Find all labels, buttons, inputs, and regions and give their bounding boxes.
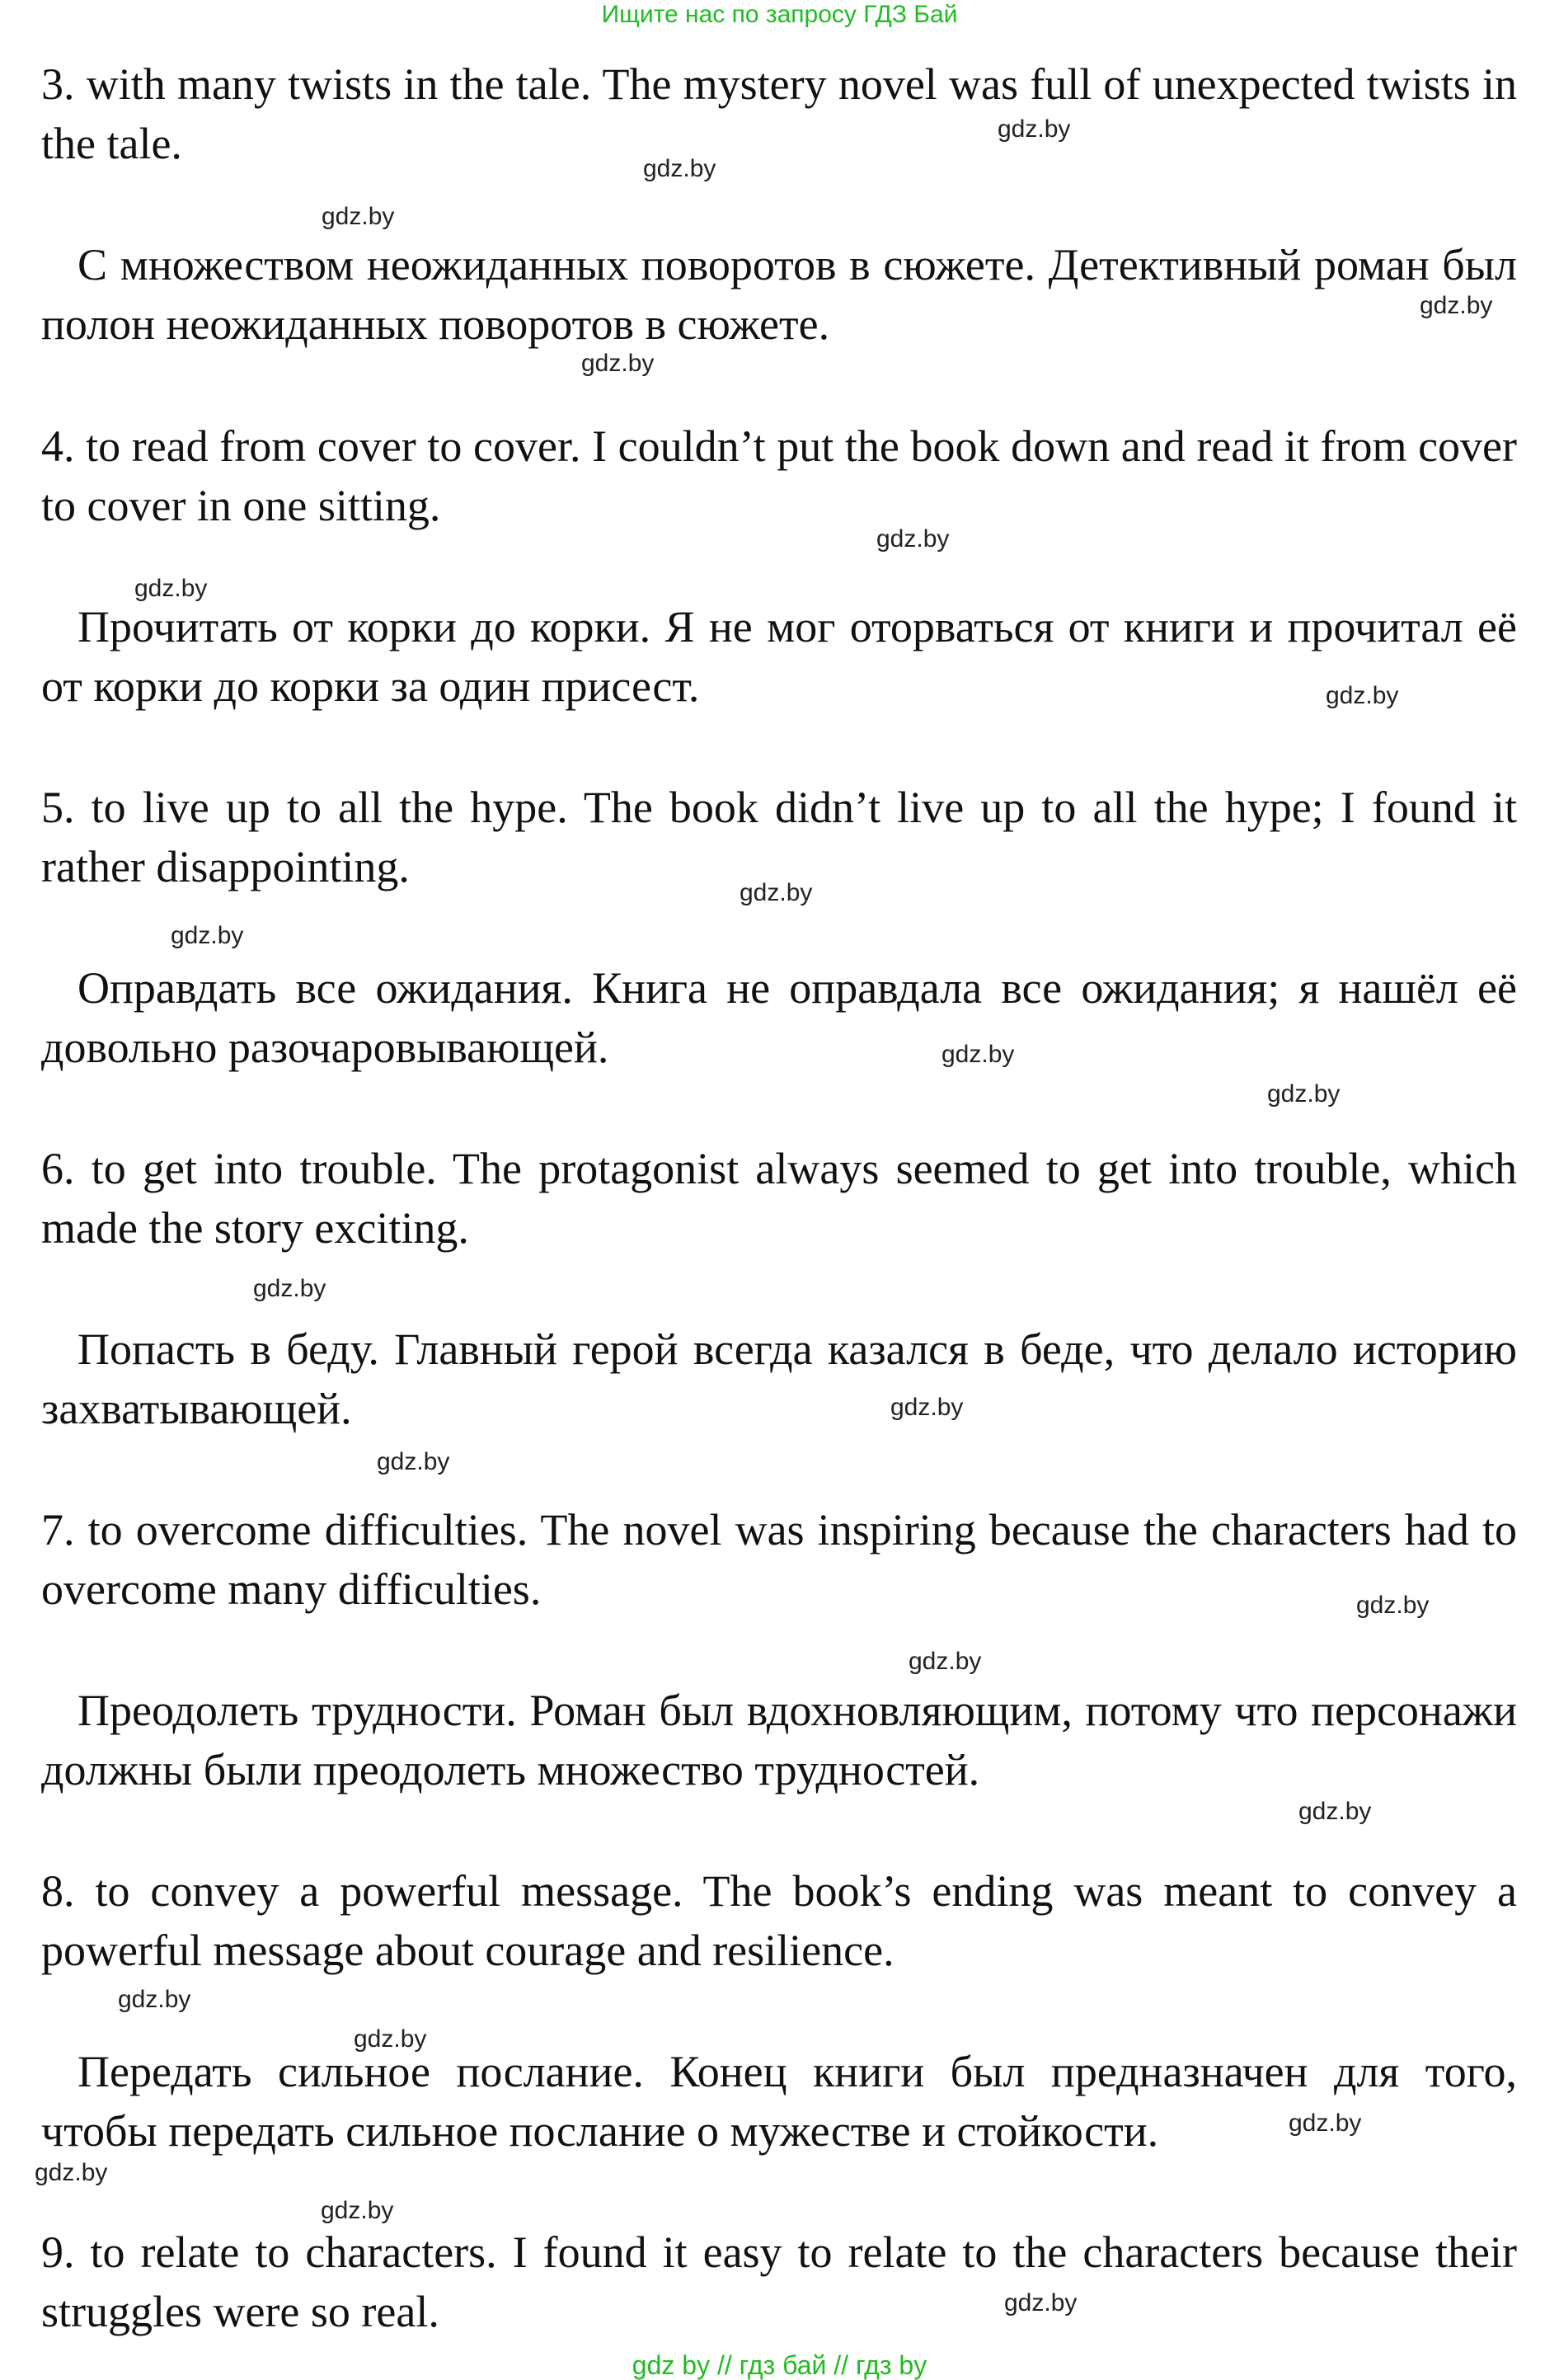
footer-links: gdz by // гдз бай // гдз by (632, 2350, 927, 2380)
entry-6-english: 6. to get into trouble. The protagonist always seemed to get into trouble, which made the story exciting. (41, 1144, 1517, 1253)
watermark: gdz.by (171, 922, 244, 949)
watermark: gdz.by (998, 115, 1071, 143)
watermark: gdz.by (581, 350, 655, 377)
watermark: gdz.by (909, 1648, 982, 1675)
watermark: gdz.by (890, 1394, 964, 1421)
entry-4-russian: Прочитать от корки до корки. Я не мог оторваться от книги и прочитал её от корки до корки за один присест. (41, 602, 1517, 711)
watermark: gdz.by (1289, 2110, 1362, 2137)
watermark: gdz.by (322, 203, 395, 230)
watermark: gdz.by (1326, 682, 1399, 709)
entry-6-russian: Попасть в беду. Главный герой всегда казался в беде, что делало историю захватывающей. (41, 1324, 1517, 1433)
watermark: gdz.by (1420, 292, 1493, 319)
watermark: gdz.by (377, 1448, 450, 1475)
entry-4-english: 4. to read from cover to cover. I couldn’t put the book down and read it from cover to cover in one sitting. (41, 421, 1517, 530)
entry-8-english: 8. to convey a powerful message. The book’s ending was meant to convey a powerful message about courage and resilience. (41, 1866, 1517, 1975)
entry-7-russian: Преодолеть трудности. Роман был вдохновляющим, потому что персонажи должны были преодолеть множество трудностей. (41, 1686, 1517, 1794)
watermark: gdz.by (253, 1275, 326, 1302)
watermark: gdz.by (942, 1041, 1015, 1068)
entry-8-russian: Передать сильное послание. Конец книги был предназначен для того, чтобы передать сильное послание о мужестве и стойкости. (41, 2047, 1517, 2156)
watermark: gdz.by (354, 2025, 427, 2053)
entry-5-english: 5. to live up to all the hype. The book didn’t live up to all the hype; I found it rather disappointing. (41, 783, 1517, 891)
watermark: gdz.by (134, 575, 208, 602)
entry-5-russian: Оправдать все ожидания. Книга не оправдала все ожидания; я нашёл её довольно разочаровывающей. (41, 963, 1517, 1072)
watermark: gdz.by (740, 879, 813, 906)
entry-3-english: 3. with many twists in the tale. The mystery novel was full of unexpected twists in the tale. (41, 59, 1517, 168)
watermark: gdz.by (118, 1986, 191, 2013)
watermark: gdz.by (321, 2197, 394, 2224)
watermark: gdz.by (876, 525, 950, 553)
watermark: gdz.by (1298, 1798, 1372, 1825)
watermark: gdz.by (643, 155, 716, 182)
watermark: gdz.by (1004, 2289, 1078, 2317)
entry-7-english: 7. to overcome difficulties. The novel was inspiring because the characters had to overcome many difficulties. (41, 1505, 1517, 1614)
entry-9-english: 9. to relate to characters. I found it easy to relate to the characters because their struggles were so real. (41, 2227, 1517, 2336)
watermark: gdz.by (1356, 1592, 1430, 1619)
top-banner: Ищите нас по запросу ГДЗ Бай (601, 1, 958, 28)
watermark: gdz.by (1267, 1080, 1341, 1108)
entry-3-russian: С множеством неожиданных поворотов в сюжете. Детективный роман был полон неожиданных поворотов в сюжете. (41, 240, 1517, 349)
watermark: gdz.by (35, 2159, 108, 2186)
